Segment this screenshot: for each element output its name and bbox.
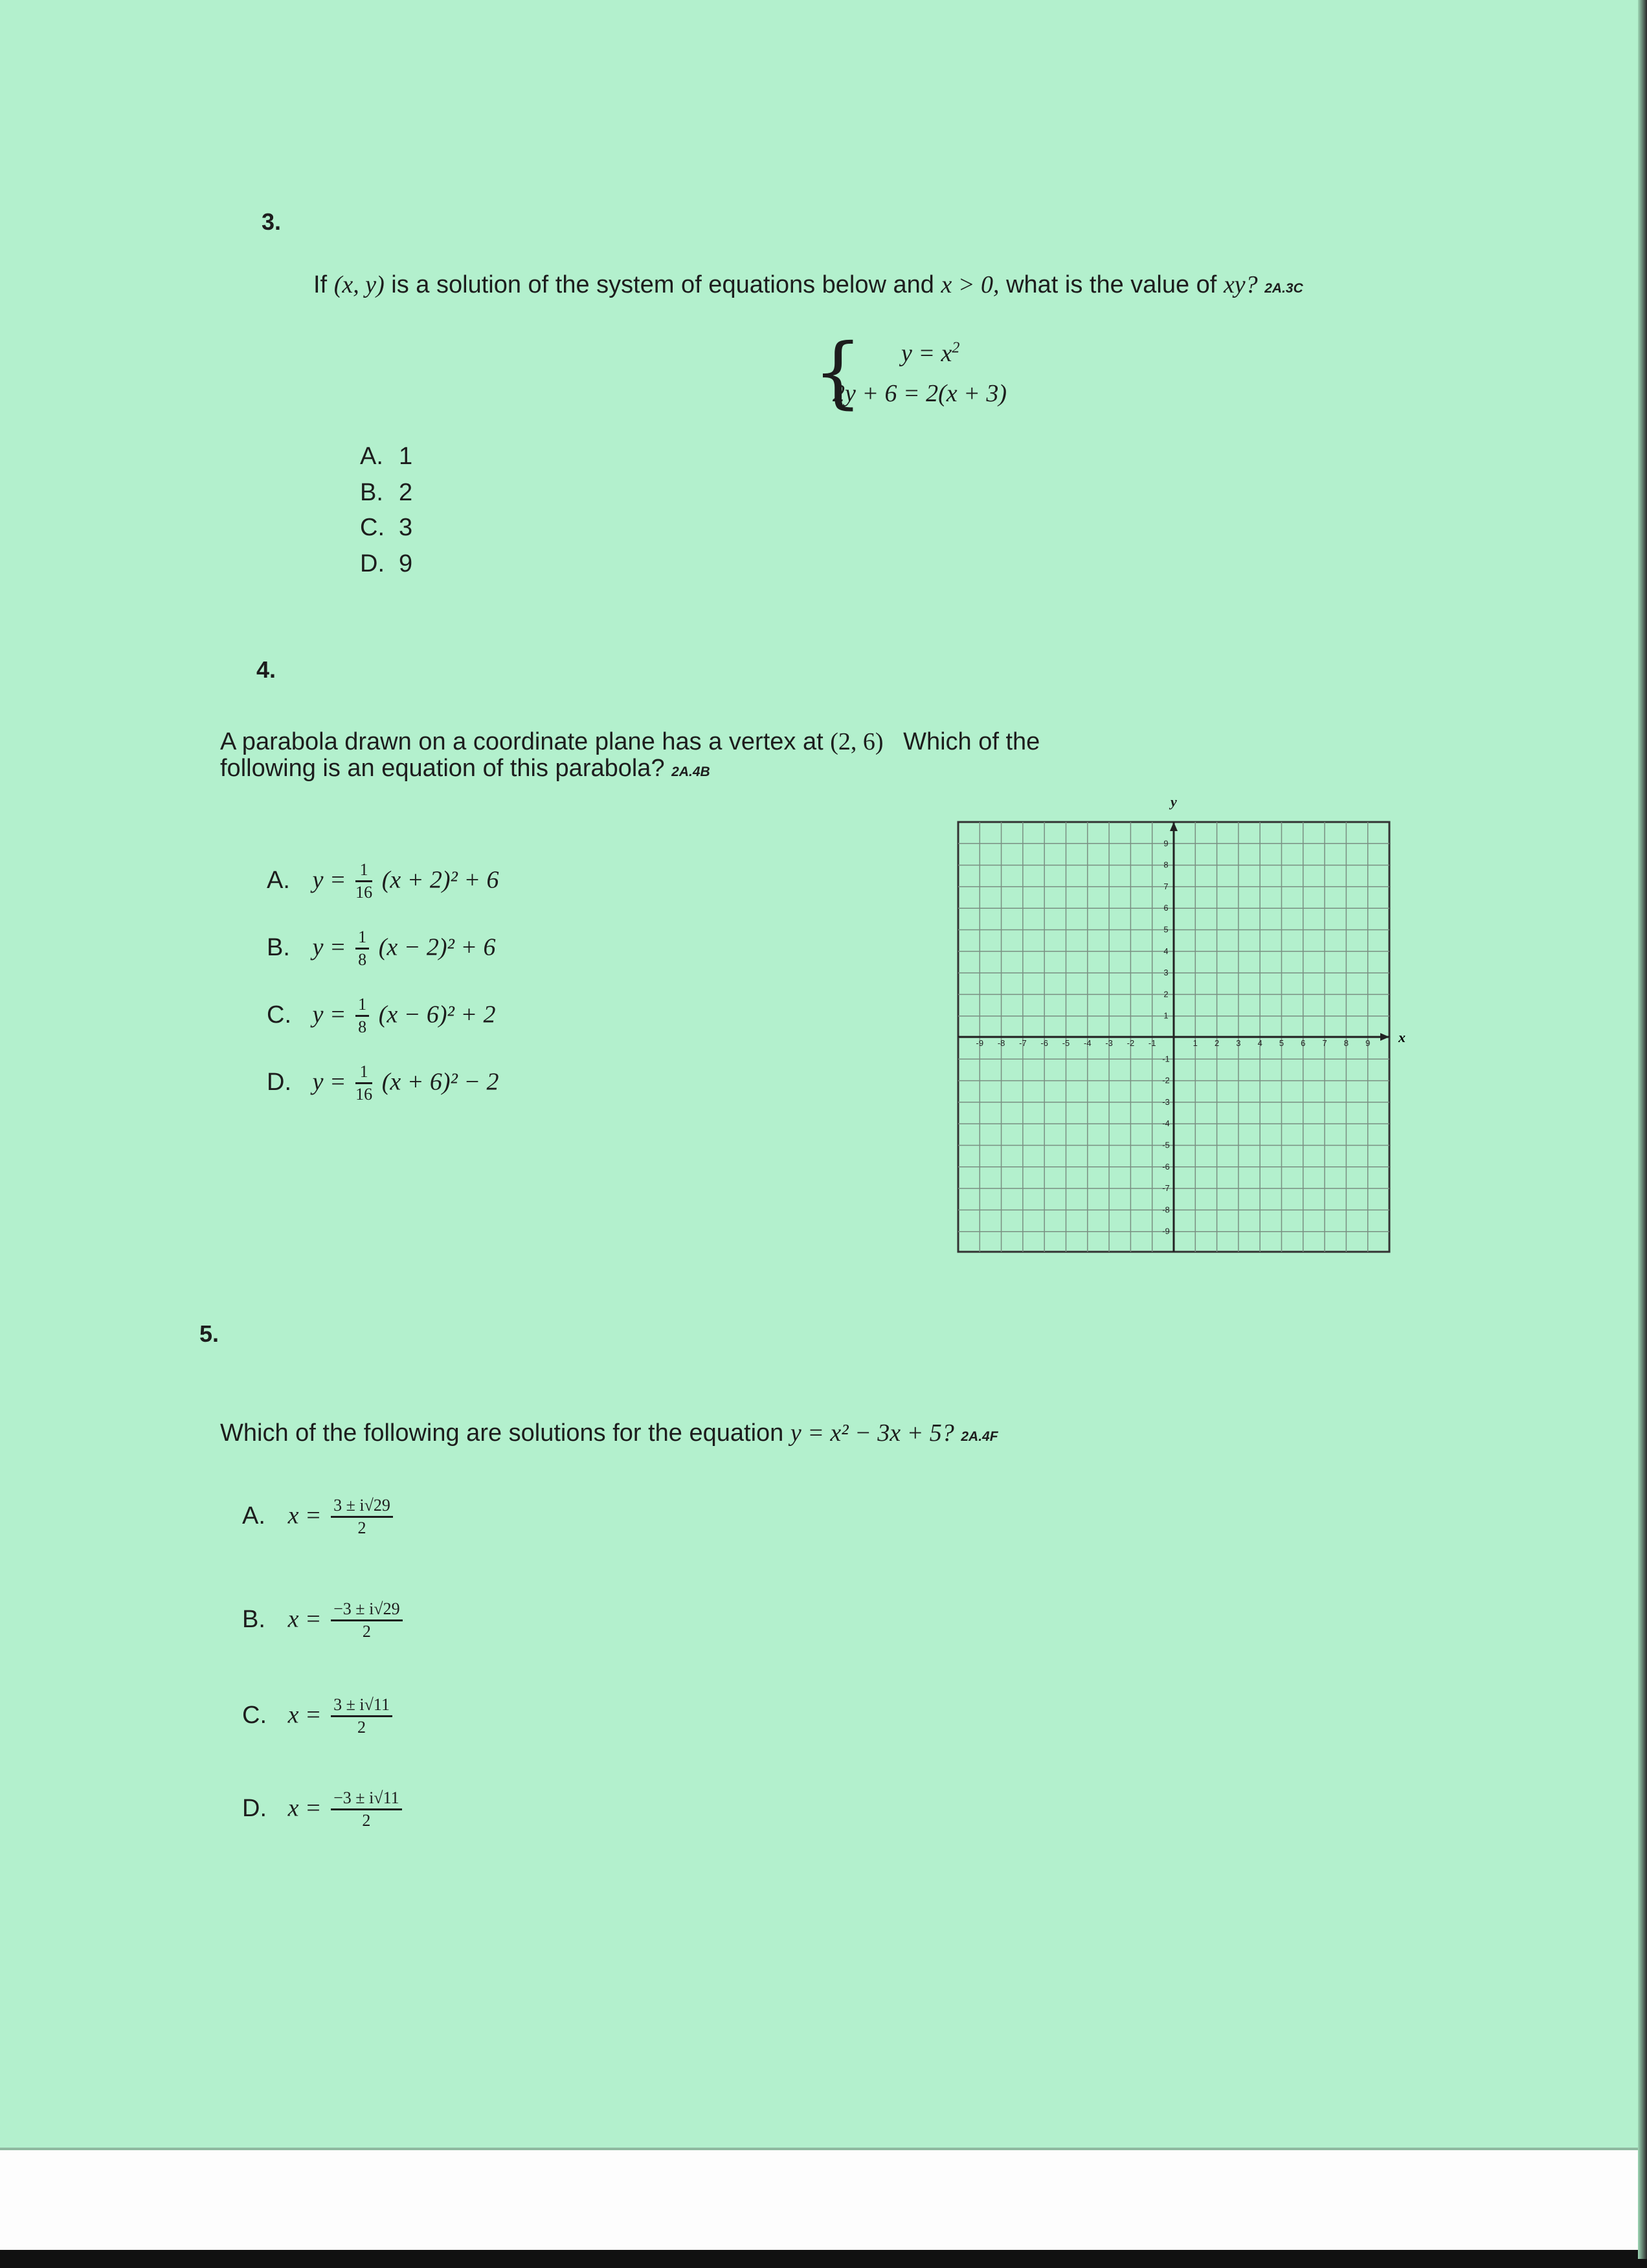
q4-choice-d[interactable] bbox=[267, 1062, 499, 1105]
choice-letter: A. bbox=[267, 866, 290, 894]
coordinate-grid bbox=[957, 821, 1410, 1261]
choice-fraction bbox=[331, 1599, 402, 1642]
choice-fraction bbox=[331, 1695, 392, 1738]
choice-letter: C. bbox=[360, 514, 385, 541]
fraction-denominator: 8 bbox=[358, 1017, 367, 1036]
tick-label: -2 bbox=[1126, 1038, 1135, 1048]
fraction-numerator: 3 ± i√11 bbox=[331, 1695, 392, 1717]
q3-choice-a[interactable] bbox=[360, 443, 412, 471]
tick-label: -2 bbox=[1162, 1075, 1170, 1085]
tick-label: -3 bbox=[1162, 1096, 1170, 1107]
choice-lhs: y = bbox=[312, 933, 346, 961]
tick-label: -4 bbox=[1084, 1038, 1092, 1048]
fraction-numerator: 1 bbox=[355, 860, 372, 882]
tick-label: -8 bbox=[1162, 1205, 1170, 1215]
q5-choice-c[interactable] bbox=[242, 1695, 395, 1738]
choice-rest: (x − 6)² + 2 bbox=[378, 1001, 496, 1028]
fraction-denominator: 2 bbox=[357, 1718, 366, 1737]
tick-label: 5 bbox=[1163, 924, 1169, 935]
tick-label: 8 bbox=[1343, 1038, 1349, 1048]
q4-stem-end: Which of the bbox=[903, 728, 1040, 755]
choice-value: 1 bbox=[399, 443, 413, 470]
fraction-numerator: 1 bbox=[355, 994, 369, 1017]
fraction-numerator: −3 ± i√29 bbox=[331, 1599, 402, 1621]
q3-target: xy? bbox=[1223, 271, 1258, 298]
choice-lhs: x = bbox=[287, 1605, 322, 1633]
question-4-stem-line-1 bbox=[220, 728, 1040, 756]
q5-standard-tag: 2A.4F bbox=[961, 1429, 998, 1444]
tick-label: -9 bbox=[976, 1038, 984, 1048]
question-3-number: 3. bbox=[262, 208, 282, 235]
fraction-denominator: 8 bbox=[358, 950, 367, 969]
choice-letter: D. bbox=[267, 1068, 291, 1096]
q5-equation: y = x² − 3x + 5? bbox=[790, 1419, 954, 1447]
eq1-text: y = x bbox=[901, 340, 952, 367]
q4-choice-a[interactable] bbox=[267, 860, 499, 903]
system-equation-2: 2y + 6 = 2(x + 3) bbox=[833, 380, 1007, 407]
q3-stem-suffix: what is the value of bbox=[1006, 271, 1217, 298]
tick-label: 2 bbox=[1163, 989, 1169, 999]
scan-border bbox=[0, 2250, 1647, 2268]
choice-letter: B. bbox=[360, 479, 383, 506]
tick-label: -1 bbox=[1162, 1054, 1170, 1064]
choice-fraction bbox=[331, 1788, 401, 1831]
choice-lhs: y = bbox=[312, 866, 346, 894]
choice-value: 9 bbox=[399, 550, 413, 577]
tick-label: 6 bbox=[1163, 903, 1169, 913]
choice-letter: C. bbox=[242, 1701, 267, 1729]
tick-label: -6 bbox=[1162, 1161, 1170, 1172]
x-axis-label: x bbox=[1398, 1029, 1406, 1045]
y-axis-arrow bbox=[1170, 822, 1178, 831]
choice-lhs: y = bbox=[312, 1001, 346, 1028]
choice-letter: D. bbox=[360, 550, 385, 577]
choice-lhs: x = bbox=[287, 1794, 322, 1822]
tick-label: 8 bbox=[1163, 860, 1169, 870]
fraction-numerator: 3 ± i√29 bbox=[331, 1495, 393, 1518]
q5-stem-text: Which of the following are solutions for the equation bbox=[220, 1419, 784, 1447]
question-5-number: 5. bbox=[199, 1320, 219, 1347]
tick-label: 1 bbox=[1193, 1038, 1198, 1048]
question-5-stem bbox=[220, 1419, 998, 1447]
q3-standard-tag: 2A.3C bbox=[1264, 281, 1303, 296]
choice-letter: A. bbox=[360, 443, 383, 470]
choice-letter: B. bbox=[267, 933, 290, 961]
q4-vertex: (2, 6) bbox=[830, 728, 884, 755]
tick-label: -3 bbox=[1105, 1038, 1113, 1048]
q4-stem-text-2: following is an equation of this parabola? bbox=[220, 755, 665, 782]
fraction-numerator: 1 bbox=[355, 927, 369, 950]
q3-choice-c[interactable] bbox=[360, 514, 412, 542]
choice-letter: D. bbox=[242, 1794, 267, 1822]
choice-rest: (x + 2)² + 6 bbox=[381, 866, 499, 894]
choice-fraction bbox=[331, 1495, 393, 1539]
tick-label: -4 bbox=[1162, 1118, 1170, 1129]
tick-label: -6 bbox=[1040, 1038, 1048, 1048]
choice-fraction bbox=[355, 1062, 372, 1105]
choice-lhs: x = bbox=[287, 1502, 322, 1529]
scan-margin bbox=[0, 2150, 1647, 2254]
tick-label: 7 bbox=[1163, 881, 1169, 891]
fraction-denominator: 2 bbox=[357, 1518, 366, 1537]
scan-shadow bbox=[1638, 0, 1647, 2259]
choice-value: 2 bbox=[399, 479, 413, 506]
choice-letter: B. bbox=[242, 1605, 265, 1633]
q5-choice-d[interactable] bbox=[242, 1788, 405, 1831]
tick-label: -5 bbox=[1062, 1038, 1070, 1048]
choice-fraction bbox=[355, 927, 369, 970]
choice-value: 3 bbox=[399, 514, 413, 541]
tick-label: 5 bbox=[1279, 1038, 1284, 1048]
tick-label: 3 bbox=[1163, 968, 1169, 978]
x-axis-arrow bbox=[1380, 1033, 1389, 1041]
q3-point: (x, y) bbox=[333, 271, 385, 298]
question-4-stem-line-2 bbox=[220, 755, 710, 783]
tick-label: -5 bbox=[1162, 1140, 1170, 1150]
tick-label: 7 bbox=[1322, 1038, 1327, 1048]
q3-stem-prefix: If bbox=[313, 271, 328, 298]
fraction-numerator: −3 ± i√11 bbox=[331, 1788, 401, 1810]
choice-fraction bbox=[355, 994, 369, 1038]
eq1-exponent: 2 bbox=[952, 339, 960, 357]
q4-stem-text: A parabola drawn on a coordinate plane has a vertex at bbox=[220, 728, 824, 755]
fraction-denominator: 2 bbox=[362, 1622, 371, 1641]
system-equation-1 bbox=[901, 339, 959, 368]
q4-choice-b[interactable] bbox=[267, 927, 496, 970]
tick-label: 9 bbox=[1163, 838, 1169, 849]
choice-rest: (x − 2)² + 6 bbox=[378, 933, 496, 961]
tick-label: 6 bbox=[1301, 1038, 1306, 1048]
fraction-denominator: 2 bbox=[362, 1811, 371, 1830]
choice-rest: (x + 6)² − 2 bbox=[381, 1068, 499, 1096]
q3-condition: x > 0, bbox=[941, 271, 1000, 298]
tick-label: 9 bbox=[1365, 1038, 1371, 1048]
q4-standard-tag: 2A.4B bbox=[671, 764, 710, 779]
system-brace: { bbox=[813, 328, 863, 417]
tick-label: -1 bbox=[1148, 1038, 1156, 1048]
choice-lhs: y = bbox=[312, 1068, 346, 1096]
tick-label: -8 bbox=[997, 1038, 1005, 1048]
tick-label: 1 bbox=[1163, 1010, 1169, 1021]
question-3-stem bbox=[313, 271, 1303, 299]
q3-choice-d[interactable] bbox=[360, 550, 412, 578]
q4-choice-c[interactable] bbox=[267, 994, 496, 1038]
y-axis-label: y bbox=[1171, 794, 1177, 810]
question-4-number: 4. bbox=[256, 656, 276, 683]
tick-label: -9 bbox=[1162, 1226, 1170, 1236]
tick-label: -7 bbox=[1162, 1183, 1170, 1194]
tick-label: 2 bbox=[1214, 1038, 1220, 1048]
q3-stem-middle: is a solution of the system of equations below and bbox=[391, 271, 934, 298]
fraction-numerator: 1 bbox=[355, 1062, 372, 1084]
tick-label: 4 bbox=[1257, 1038, 1262, 1048]
choice-letter: C. bbox=[267, 1001, 291, 1028]
q3-choice-b[interactable] bbox=[360, 479, 412, 507]
tick-label: 4 bbox=[1163, 946, 1169, 956]
fraction-denominator: 16 bbox=[355, 1085, 373, 1104]
fraction-denominator: 16 bbox=[355, 883, 373, 902]
q5-choice-a[interactable] bbox=[242, 1495, 396, 1539]
tick-label: 3 bbox=[1236, 1038, 1241, 1048]
choice-lhs: x = bbox=[287, 1701, 322, 1729]
q5-choice-b[interactable] bbox=[242, 1599, 405, 1642]
choice-letter: A. bbox=[242, 1502, 265, 1529]
choice-fraction bbox=[355, 860, 372, 903]
tick-label: -7 bbox=[1019, 1038, 1027, 1048]
